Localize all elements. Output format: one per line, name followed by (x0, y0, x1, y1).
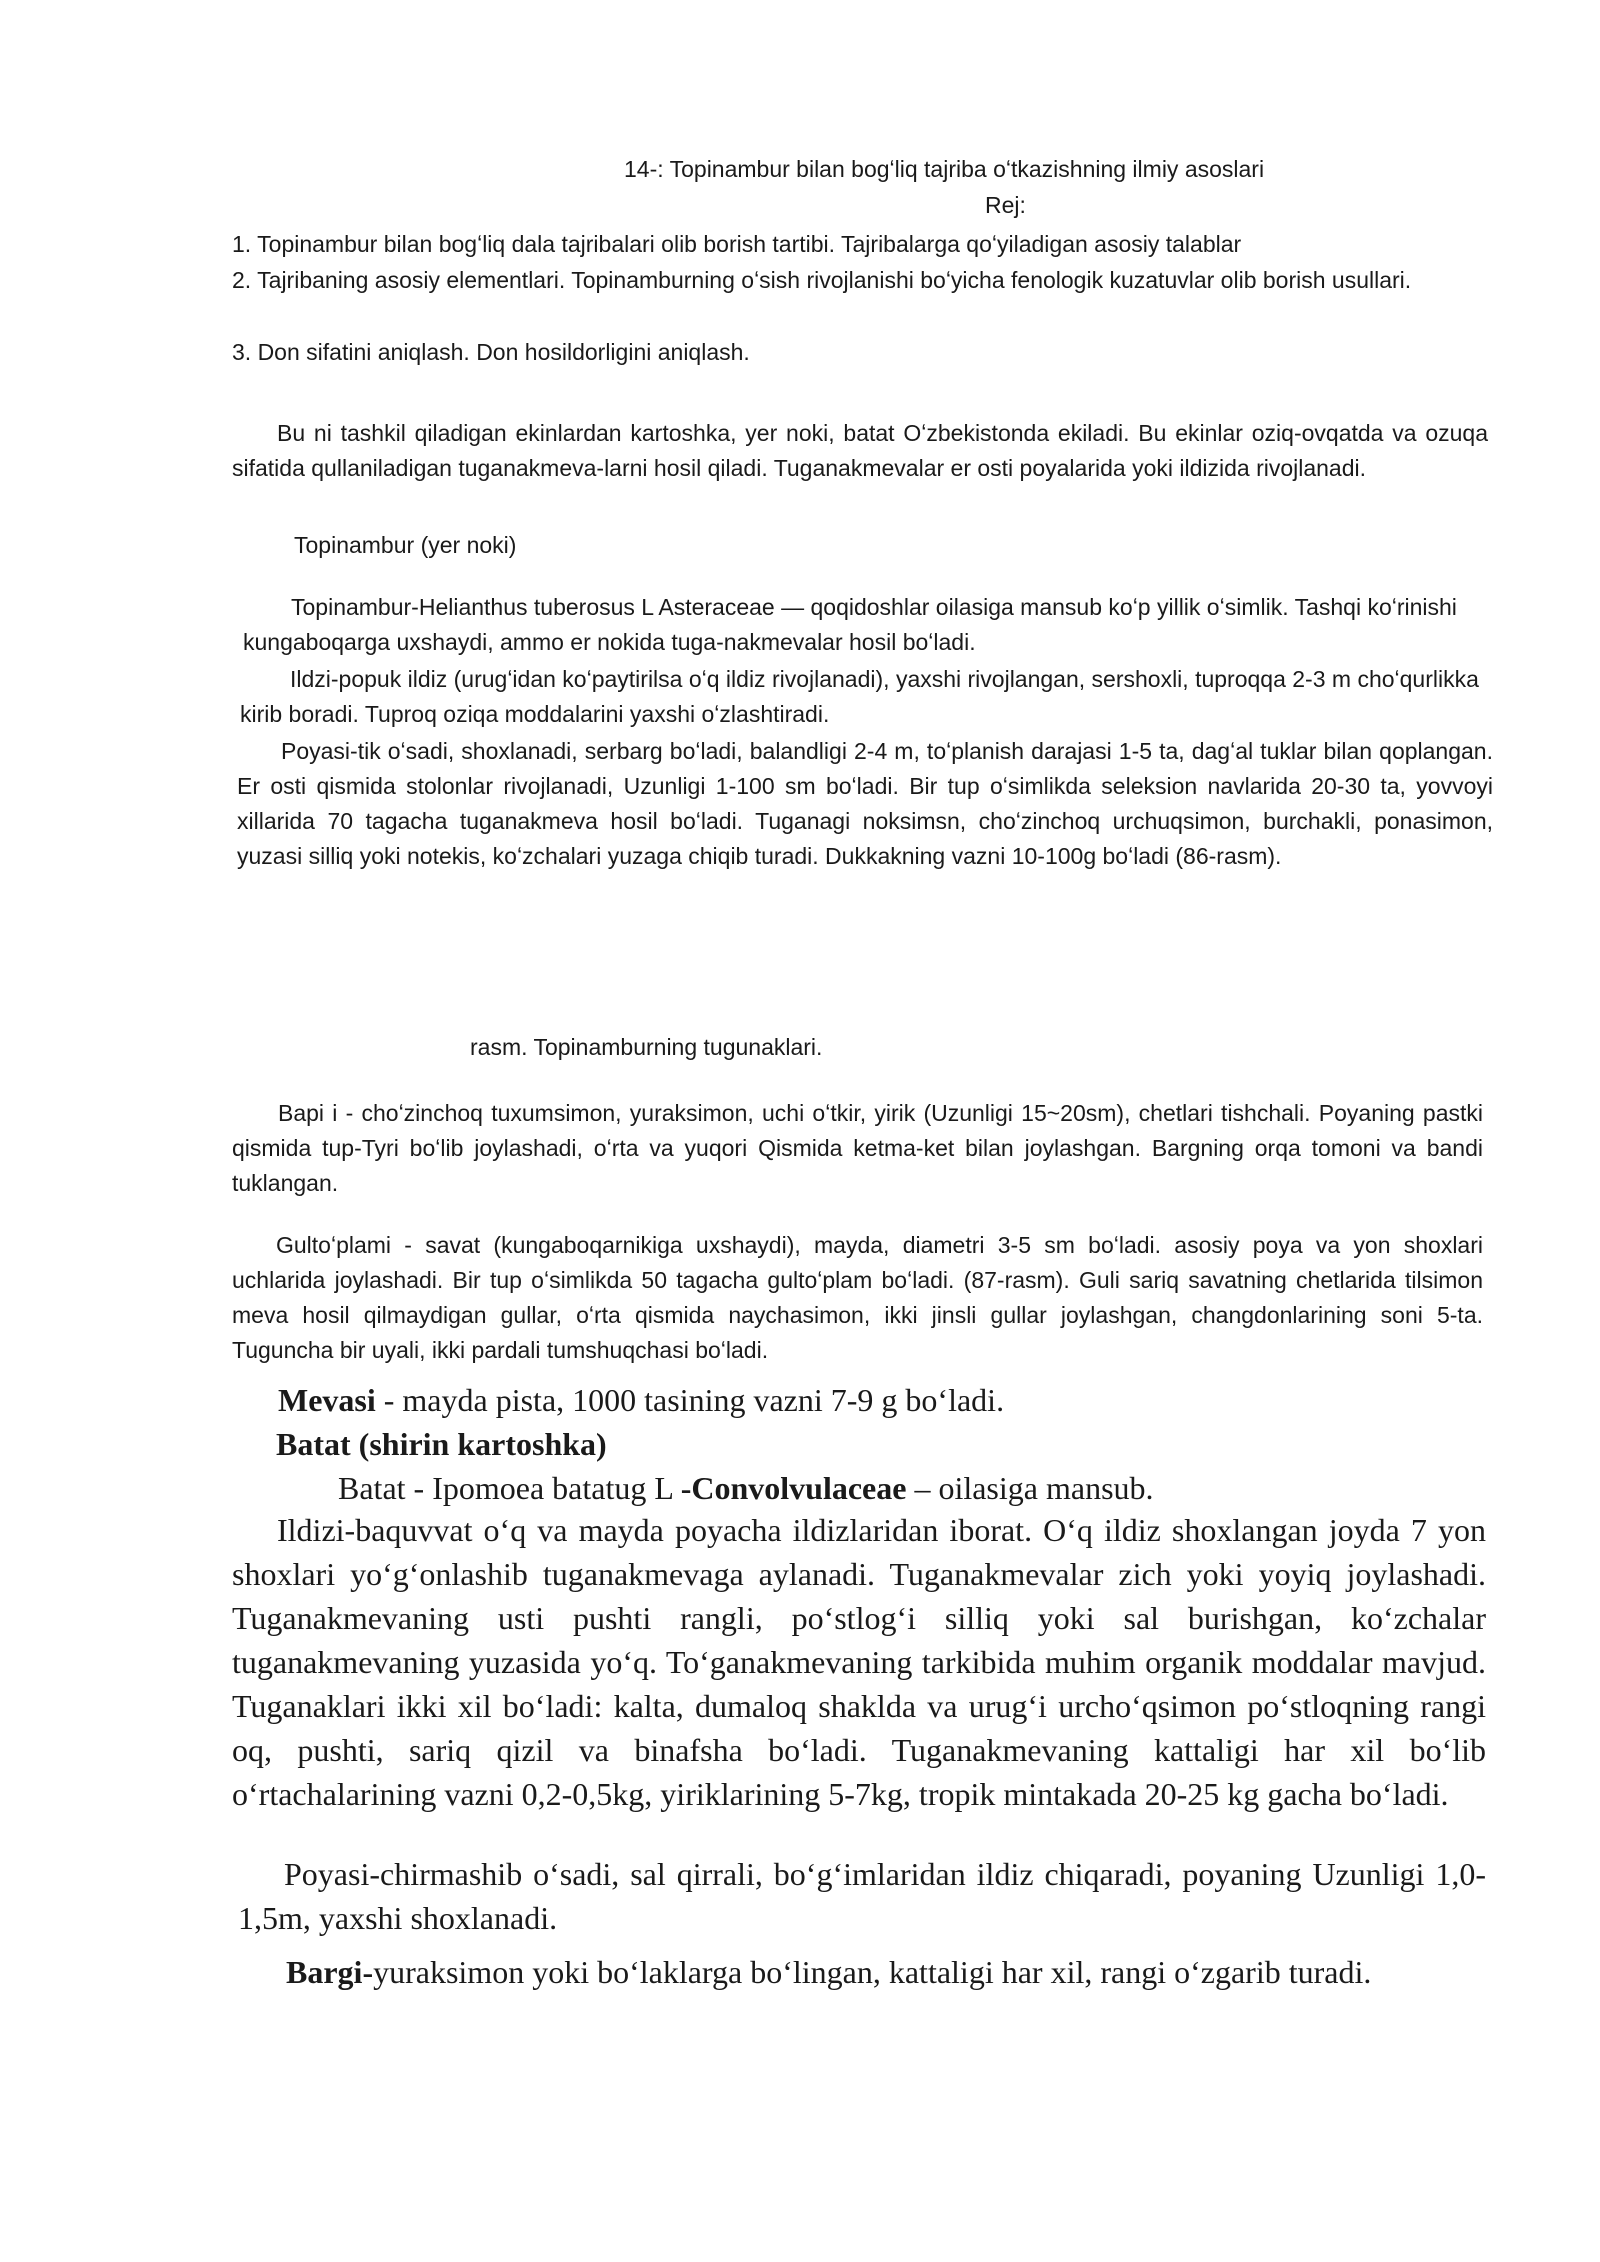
fruit-text: - mayda pista, 1000 tasining vazni 7-9 g boʻladi. (375, 1382, 1005, 1418)
plan-label: Rej: (985, 192, 1026, 218)
lecture-title: 14-: Topinambur bilan bogʻliq tajriba oʻtkazishning ilmiy asoslari (624, 156, 1265, 182)
inflorescence-paragraph: Gultoʻplami - savat (kungaboqarnikiga uxshaydi), mayda, diametri 3-5 sm boʻladi. asosiy poya va yon shoxlari uchlarida joylashadi. Bir tup oʻsimlikda 50 tagacha gultoʻplam boʻladi. (87-rasm). Guli sariq savatning chetlarida tilsimon meva hosil qilmaydigan gullar, oʻrta qismida naychasimon, ikki jinsli gullar joylashgan, changdonlarining soni 5-ta. Tuguncha bir uyali, ikki pardali tumshuqchasi boʻladi. (232, 1232, 1483, 1363)
plan-item-1: 1. Topinambur bilan bogʻliq dala tajribalari olib borish tartibi. Tajribalarga qoʻyiladigan asosiy talablar (232, 231, 1242, 257)
fruit-label: Mevasi (278, 1382, 376, 1418)
topinambur-description-paragraph: Topinambur-Helianthus tuberosus L Asteraceae — qoqidoshlar oilasiga mansub koʻp yillik oʻsimlik. Tashqi koʻrinishi kungaboqarga uxshaydi, ammo er nokida tuga-nakmevalar hosil boʻladi. (243, 594, 1457, 655)
plan-item-3: 3. Don sifatini aniqlash. Don hosildorligini aniqlash. (232, 339, 750, 365)
plan-item-2: 2. Tajribaning asosiy elementlari. Topinamburning oʻsish rivojlanishi boʻyicha fenologik kuzatuvlar olib borish usullari. (232, 267, 1412, 293)
topinambur-heading: Topinambur (yer noki) (294, 532, 517, 558)
batat-intro-pre: Batat - Ipomoea batatug L (338, 1470, 681, 1506)
batat-heading: Batat (shirin kartoshka) (276, 1426, 607, 1462)
figure-caption: rasm. Topinamburning tugunaklari. (470, 1034, 823, 1060)
root-paragraph: Ildzi-popuk ildiz (urugʻidan koʻpaytirilsa oʻq ildiz rivojlanadi), yaxshi rivojlangan, sershoxli, tuproqqa 2-3 m choʻqurlikka kirib boradi. Tuproq oziqa moddalarini yaxshi oʻzlashtiradi. (240, 666, 1479, 727)
fruit-line (278, 1378, 1004, 1422)
batat-leaf-label: Bargi- (286, 1954, 374, 1990)
batat-intro-line (338, 1466, 1154, 1510)
batat-leaf-paragraph (238, 1950, 1486, 1994)
batat-intro-post: – oilasiga mansub. (906, 1470, 1154, 1506)
stem-paragraph: Poyasi-tik oʻsadi, shoxlanadi, serbarg boʻladi, balandligi 2-4 m, toʻplanish darajasi 1-5 ta, dagʻal tuklar bilan qoplangan. Er osti qismida stolonlar rivojlanadi, Uzunligi 1-100 sm boʻladi. Bir tup oʻsimlikda seleksion navlarida 20-30 ta, yovvoyi xillarida 70 tagacha tuganakmeva hosil boʻladi. Tuganagi noksimsn, choʻzinchoq urchuqsimon, burchakli, ponasimon, yuzasi silliq yoki notekis, koʻzchalari yuzaga chiqib turadi. Dukkakning vazni 10-100g boʻladi (86-rasm). (237, 738, 1493, 869)
intro-paragraph: Bu ni tashkil qiladigan ekinlardan kartoshka, yer noki, batat Oʻzbekistonda ekiladi. Bu ekinlar oziq-ovqatda va ozuqa sifatida qullaniladigan tuganakmeva-larni hosil qiladi. Tuganakmevalar er osti poyalarida yoki ildizida rivojlanadi. (232, 420, 1488, 481)
leaf-paragraph: Bapi i - choʻzinchoq tuxumsimon, yuraksimon, uchi oʻtkir, yirik (Uzunligi 15~20sm), chetlari tishchali. Poyaning pastki qismida tup-Tyri boʻlib joylashadi, oʻrta va yuqori Qismida ketma-ket bilan joylashgan. Bargning orqa tomoni va bandi tuklangan. (232, 1100, 1483, 1196)
batat-family-name: -Convolvulaceae (680, 1470, 907, 1506)
batat-leaf-text: yuraksimon yoki boʻlaklarga boʻlingan, kattaligi har xil, rangi oʻzgarib turadi. (373, 1954, 1372, 1990)
batat-root-paragraph: Ildizi-baquvvat oʻq va mayda poyacha ildizlaridan iborat. Oʻq ildiz shoxlangan joyda 7 yon shoxlari yoʻgʻonlashib tuganakmevaga aylanadi. Tuganakmevalar zich yoki yoyiq joylashadi. Tuganakmevaning usti pushti rangli, poʻstlogʻi silliq yoki sal burishgan, koʻzchalar tuganakmevaning yuzasida yoʻq. Toʻganakmevaning tarkibida muhim organik moddalar mavjud. Tuganaklari ikki xil boʻladi: kalta, dumaloq shaklda va urugʻi urchoʻqsimon poʻstloqning rangi oq, pushti, sariq qizil va binafsha boʻladi. Tuganakmevaning kattaligi har xil boʻlib oʻrtachalarining vazni 0,2-0,5kg, yiriklarining 5-7kg, tropik mintakada 20-25 kg gacha boʻladi. (232, 1512, 1486, 1812)
batat-stem-paragraph: Poyasi-chirmashib oʻsadi, sal qirrali, boʻgʻimlaridan ildiz chiqaradi, poyaning Uzunligi 1,0-1,5m, yaxshi shoxlanadi. (238, 1856, 1486, 1936)
